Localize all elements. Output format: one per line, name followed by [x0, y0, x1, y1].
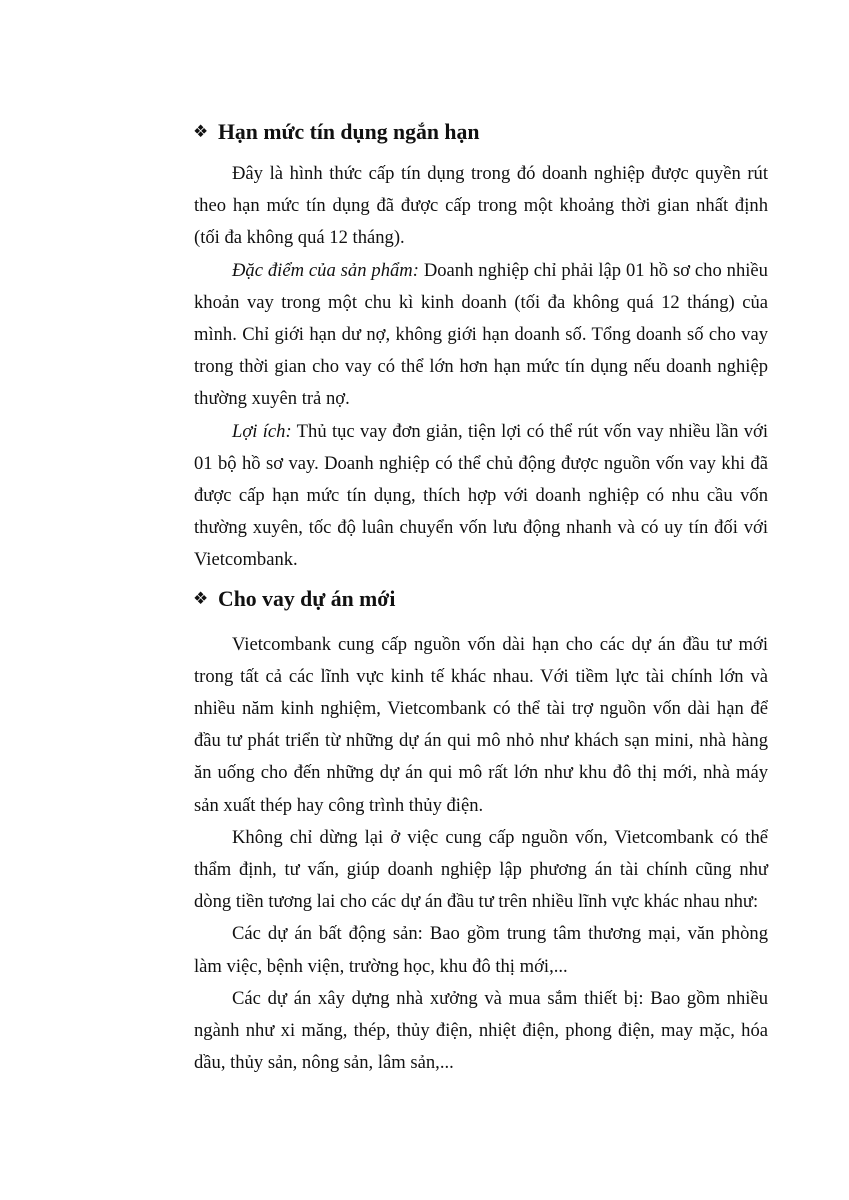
paragraph — [194, 918, 768, 982]
paragraph-text: Không chỉ dừng lại ở việc cung cấp nguồn vốn, Vietcombank có thể thẩm định, tư vấn, giúp doanh nghiệp lập phương án tài chính cũng như dòng tiền tương lai cho các dự án đầu tư trên nhiều lĩnh vực khác nhau như: — [194, 826, 768, 913]
diamond-bullet-icon: ❖ — [193, 588, 209, 608]
paragraph — [194, 822, 768, 919]
paragraph-lead: Đặc điểm của sản phẩm: — [232, 259, 419, 281]
diamond-bullet-icon: ❖ — [193, 122, 209, 141]
paragraph-text: Thủ tục vay đơn giản, tiện lợi có thể rút vốn vay nhiều lần với 01 bộ hồ sơ vay. Doanh nghiệp có thể chủ động được nguồn vốn vay khi đã được cấp hạn mức tín dụng, thích hợp với doanh nghiệp có nhu cầu vốn thường xuyên, tốc độ luân chuyển vốn lưu động nhanh và có uy tín đối với Vietcombank. — [194, 420, 769, 571]
section-heading — [194, 579, 768, 619]
paragraph — [194, 255, 768, 416]
paragraph-text: Đây là hình thức cấp tín dụng trong đó doanh nghiệp được quyền rút theo hạn mức tín dụng đã được cấp trong một khoảng thời gian nhất định (tối đa không quá 12 tháng). — [194, 163, 768, 249]
paragraph-text: Doanh nghiệp chỉ phải lập 01 hồ sơ cho nhiều khoản vay trong một chu kì kinh doanh (tối đa không quá 12 tháng) của mình. Chỉ giới hạn dư nợ, không giới hạn doanh số. Tổng doanh số cho vay trong thời gian cho vay có thể lớn hơn hạn mức tín dụng nếu doanh nghiệp thường xuyên trả nợ. — [194, 259, 768, 410]
section-heading — [194, 112, 768, 152]
paragraph-text: Vietcombank cung cấp nguồn vốn dài hạn cho các dự án đầu tư mới trong tất cả các lĩnh vực kinh tế khác nhau. Với tiềm lực tài chính lớn và nhiều năm kinh nghiệm, Vietcombank có thể tài trợ nguồn vốn dài hạn để đầu tư phát triển từ những dự án qui mô nhỏ như khách sạn mini, nhà hàng ăn uống cho đến những dự án qui mô rất lớn như khu đô thị mới, nhà máy sản xuất thép hay công trình thủy điện. — [194, 633, 768, 816]
paragraph-text: Các dự án bất động sản: Bao gồm trung tâm thương mại, văn phòng làm việc, bệnh viện, trường học, khu đô thị mới,... — [194, 923, 768, 977]
paragraph — [194, 629, 768, 822]
paragraph — [194, 416, 768, 577]
section-heading-text: Cho vay dự án mới — [218, 586, 396, 611]
paragraph — [194, 158, 768, 255]
paragraph — [194, 983, 768, 1080]
section-heading-text: Hạn mức tín dụng ngắn hạn — [218, 120, 480, 144]
paragraph-lead: Lợi ích: — [232, 420, 292, 442]
paragraph-text: Các dự án xây dựng nhà xưởng và mua sắm thiết bị: Bao gồm nhiều ngành như xi măng, thép, thủy điện, nhiệt điện, phong điện, may mặc, hóa dầu, thủy sản, nông sản, lâm sản,... — [194, 987, 768, 1074]
document-page — [194, 112, 768, 1079]
